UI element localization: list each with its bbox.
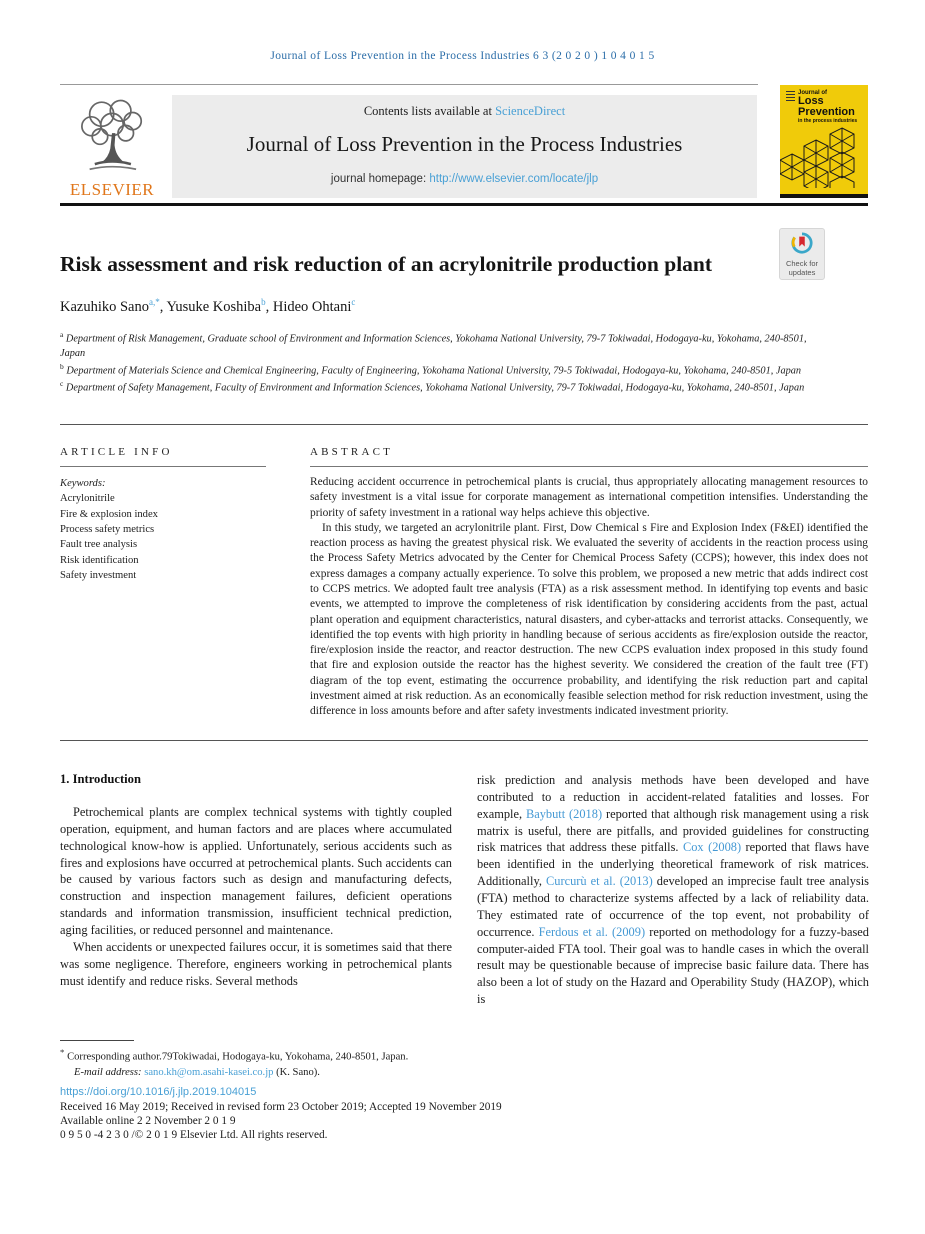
author-3-affiliation-sup[interactable]: c bbox=[351, 297, 356, 307]
article-info-column bbox=[60, 446, 266, 584]
body-right-column bbox=[477, 772, 869, 1008]
cover-title-line4: in the process industries bbox=[798, 118, 858, 124]
cover-hexagon-pattern-icon bbox=[780, 126, 868, 188]
keywords-block bbox=[60, 476, 266, 584]
cover-title-line3: Prevention bbox=[798, 106, 855, 118]
cover-titles bbox=[798, 90, 857, 124]
available-online-line: Available online 2 2 November 2 0 1 9 bbox=[60, 1115, 236, 1127]
body-text: developed an imprecise fault tree analysis (FTA) method to characterize systems affected by a lack of reliability data. They estimated rate of occurrence of the top event, not probability of occurrence. bbox=[477, 874, 869, 939]
affiliation-a: $^a$ Department of Risk Management, Graduate school of Environment and Information Sciences, Yokohama National University, 79-7 Tokiwadai, Hodogaya-ku, Yokohama, 240-8501, Japan bbox=[60, 330, 807, 360]
info-section-top-rule bbox=[60, 424, 868, 425]
corresponding-author-note: * Corresponding author.79Tokiwadai, Hodogaya-ku, Yokohama, 240-8501, Japan. bbox=[60, 1047, 409, 1063]
elsevier-tree-icon bbox=[69, 95, 155, 173]
homepage-line bbox=[172, 173, 757, 185]
homepage-prefix: journal homepage: bbox=[330, 173, 430, 185]
abstract-paragraph-1: Reducing accident occurrence in petrochemical plants is crucial, thus appropriately allocating management resources to safety investment is a vital issue for corporate management as international competition intensifies. Understanding the priority of safety investment in a rational way helps achieve this objective. bbox=[310, 476, 868, 519]
cover-title-line2: Loss bbox=[798, 95, 824, 107]
check-updates-label: Check for updates bbox=[785, 259, 819, 277]
journal-title: Journal of Loss Prevention in the Process Industries bbox=[246, 132, 683, 156]
citation-ferdous-2009[interactable]: Ferdous et al. (2009) bbox=[538, 924, 646, 939]
author-1[interactable]: Kazuhiko Sano$^{a,*}$ bbox=[60, 297, 160, 315]
affiliation-c: $^c$ Department of Safety Management, Faculty of Environment and Information Sciences, Yokohama National University, 79-7 Tokiwadai, Hodogaya-ku, Yokohama, 240-8501, Japan bbox=[60, 378, 805, 394]
cover-title-line1: Journal of bbox=[798, 90, 828, 96]
keyword-item: Acrylonitrile bbox=[60, 493, 115, 505]
author-2[interactable]: Yusuke Koshiba$^b$ bbox=[166, 297, 266, 315]
intro-paragraph-3 bbox=[477, 772, 869, 1008]
elsevier-logo[interactable] bbox=[58, 95, 166, 198]
journal-homepage-link[interactable]: http://www.elsevier.com/locate/jlp bbox=[429, 173, 599, 185]
abstract-heading: ABSTRACT bbox=[310, 446, 394, 458]
email-label: E-mail address: bbox=[74, 1067, 142, 1079]
body-text: reported that although risk management using a risk matrix is useful, there are pitfalls, and provided guidelines for constructing risk matrices that address these pitfalls. bbox=[477, 806, 870, 855]
footnote-rule bbox=[60, 1040, 134, 1041]
author-3[interactable]: Hideo Ohtani$^c$ bbox=[272, 297, 356, 315]
email-line bbox=[60, 1065, 620, 1081]
footnote-block bbox=[60, 1046, 620, 1081]
doi-link[interactable]: https://doi.org/10.1016/j.jlp.2019.104015 bbox=[60, 1086, 257, 1098]
sciencedirect-link[interactable]: ScienceDirect bbox=[495, 104, 566, 118]
keyword-item: Risk identification bbox=[60, 554, 139, 566]
intro-paragraph-2: When accidents or unexpected failures occur, it is sometimes said that there was some negligence. Therefore, engineers working in petrochemical plants must identify and reduce risks. Several methods bbox=[60, 939, 452, 988]
journal-cover-thumbnail[interactable] bbox=[780, 85, 868, 198]
abstract-text bbox=[310, 475, 868, 720]
body-text: risk prediction and analysis methods have been developed and have contributed to a reduction in accident-related fatalities and losses. For example, bbox=[477, 773, 869, 821]
article-info-heading: ARTICLE INFO bbox=[60, 446, 173, 458]
info-section-bottom-rule bbox=[60, 740, 868, 741]
check-updates-icon bbox=[791, 232, 813, 254]
section-1-heading: 1. Introduction bbox=[60, 772, 141, 786]
contents-prefix: Contents lists available at bbox=[363, 104, 496, 118]
email-link[interactable]: sano.kh@om.asahi-kasei.co.jp bbox=[144, 1067, 274, 1079]
body-text: reported on methodology for a fuzzy-based computer-aided FTA tool. Their goal was to handle cases in which the overall result may be questionable because of imprecise basic failure data. There has also been a lot of study on the Hazard and Operability Study (HAZOP), which is bbox=[477, 924, 869, 1007]
doi-line bbox=[60, 1086, 256, 1098]
masthead-rule bbox=[60, 203, 868, 206]
cover-publisher-mark-icon bbox=[786, 91, 795, 103]
keyword-item: Process safety metrics bbox=[60, 524, 155, 536]
body-left-column bbox=[60, 772, 452, 989]
email-suffix: (K. Sano). bbox=[273, 1067, 320, 1079]
article-title: Risk assessment and risk reduction of an acrylonitrile production plant bbox=[60, 252, 713, 276]
author-1-affiliation-sup[interactable]: a,* bbox=[149, 297, 160, 307]
body-text: reported that flaws have been identified in the underlying theoretical framework of risk matrices. Additionally, bbox=[477, 840, 869, 889]
citation-curcuru-2013[interactable]: Curcurù et al. (2013) bbox=[545, 874, 653, 889]
check-for-updates-badge[interactable] bbox=[779, 228, 825, 280]
author-2-affiliation-sup[interactable]: b bbox=[261, 297, 266, 307]
keyword-item: Fire & explosion index bbox=[60, 508, 158, 520]
contents-line bbox=[172, 104, 757, 119]
received-line: Received 16 May 2019; Received in revised form 23 October 2019; Accepted 19 November 2019 bbox=[60, 1101, 502, 1113]
keyword-item: Fault tree analysis bbox=[60, 539, 138, 551]
affiliations bbox=[60, 330, 815, 396]
keyword-item: Safety investment bbox=[60, 570, 137, 582]
abstract-column bbox=[310, 446, 868, 720]
journal-citation-line[interactable]: Journal of Loss Prevention in the Process Industries 6 3 (2 0 2 0 ) 1 0 4 0 1 5 bbox=[270, 50, 655, 62]
article-info-rule bbox=[60, 466, 266, 467]
abstract-paragraph-2: In this study, we targeted an acrylonitrile plant. First, Dow Chemical s Fire and Explosion Index (F&EI) identified the reaction process as having the greatest physical risk. We evaluated the severity of accidents in the reaction process using the Process Safety Metrics advocated by the Center for Chemical Process Safety (CCPS); however, this index does not express damages a company actually experience. To solve this problem, we proposed a new metric that adds indirect cost to CCPS metrics. We adopted fault tree analysis (FTA) as a risk assessment method. In identifying top events and basic events, we attempted to improve the completeness of risk identification by considering accidents from the past, actual plant operation and equipment characteristics, natural disasters, and cyber-attacks and terrorist attacks. Consequently, we identified the top events with high priority in handling because of serious accidents as fire/explosion outside the reactor, fire/explosion inside the reactor, and reactor destruction. The new CCPS evaluation index proposed in this study found that fire and explosion outside the reactor has the highest severity. We considered the creation of the fault tree (FT) diagram of the top event, estimating the occurrence probability, and identifying the risk reduction part and capital investment aimed at risk reduction. As an economically feasible selection method for risk reduction investment, using the difference in loss amounts before and after safety investments indicated investment priority. bbox=[310, 521, 868, 718]
journal-banner bbox=[172, 95, 757, 198]
author-list: Kazuhiko Sano$^{a,*}$, Yusuke Koshiba$^b$, Hideo Ohtani$^c$ bbox=[60, 297, 356, 315]
elsevier-wordmark: ELSEVIER bbox=[69, 180, 155, 199]
issn-copyright-line: 0 9 5 0 -4 2 3 0 /© 2 0 1 9 Elsevier Ltd. All rights reserved. bbox=[60, 1129, 328, 1141]
intro-paragraph-1: Petrochemical plants are complex technical systems with tightly coupled operation, equipment, and human factors and are places where accumulated technological know-how is applied. Unfortunately, serious accidents such as fires and explosions have occurred at petrochemical plants. Such accidents can be caused by various factors such as design and manufacturing defects, construction and inspection management failures, deficient operations standards and information transmission, insufficient technical prediction, aging facilities, or reduced personnel and maintenance. bbox=[60, 805, 452, 938]
citation-baybutt-2018[interactable]: Baybutt (2018) bbox=[525, 806, 603, 821]
affiliation-b: $^b$ Department of Materials Science and Chemical Engineering, Faculty of Engineering, Yokohama National University, 79-5 Tokiwadai, Hodogaya-ku, Yokohama, 240-8501, Japan bbox=[60, 361, 802, 377]
abstract-rule bbox=[310, 466, 868, 467]
cover-header bbox=[780, 85, 868, 124]
citation-cox-2008[interactable]: Cox (2008) bbox=[682, 840, 742, 855]
keywords-label: Keywords: bbox=[60, 478, 106, 489]
header-divider bbox=[60, 84, 758, 85]
